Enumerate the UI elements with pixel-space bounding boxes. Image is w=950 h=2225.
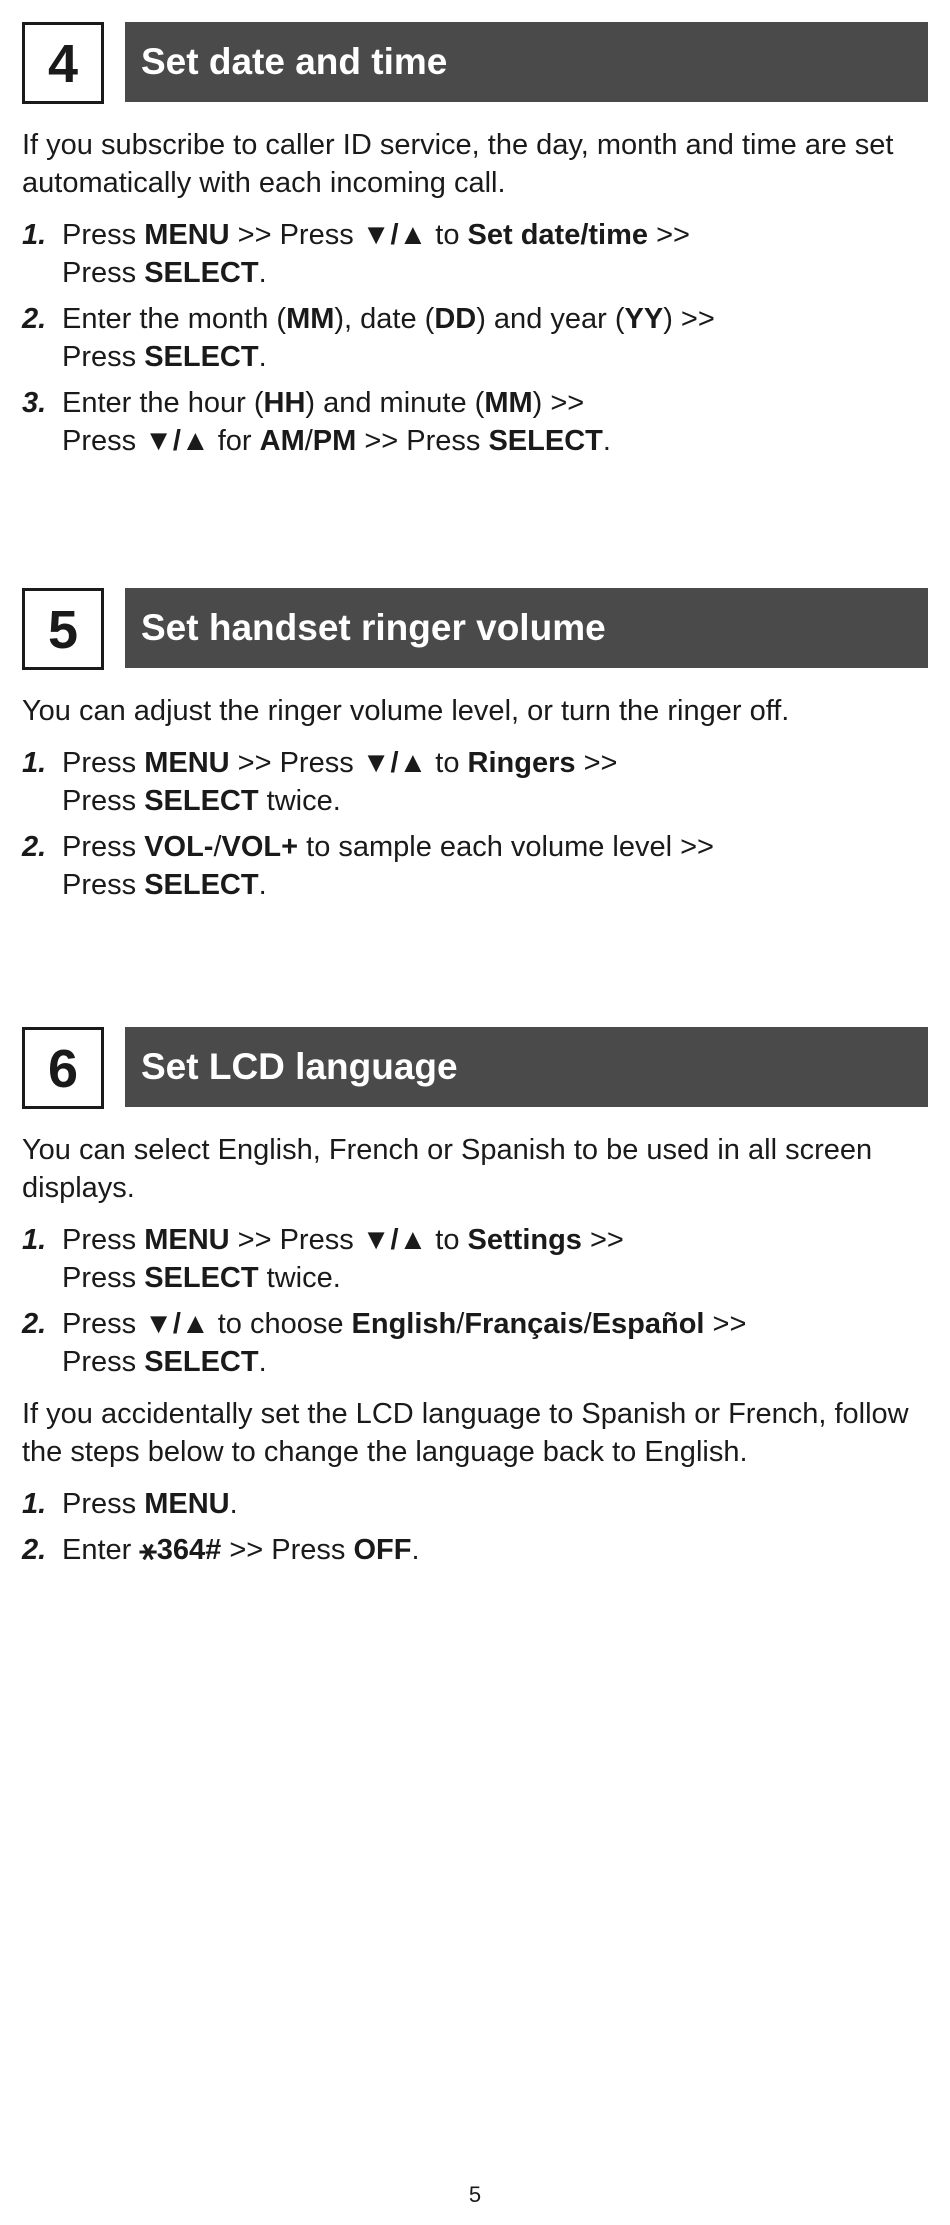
step-keyword: Español [591,1308,705,1340]
step-keyword: ▼/▲ [144,1308,210,1340]
section-number: 4 [22,22,104,104]
section-lcd-language [22,1027,928,1577]
step-item [22,1485,928,1523]
section-number: 6 [22,1027,104,1109]
step-keyword: SELECT [144,257,259,289]
step-keyword: SELECT [144,869,259,901]
step-text: Press [62,1224,145,1256]
section-header [22,22,928,102]
step-list [22,216,928,460]
step-keyword: OFF [353,1534,412,1566]
step-keyword: YY [624,303,664,335]
step-keyword: Settings [467,1224,582,1256]
step-keyword: VOL+ [221,831,299,863]
step-item [22,300,928,376]
step-number: 1. [22,1488,47,1520]
step-list-reset [22,1485,928,1569]
step-text: Press [62,341,145,373]
step-keyword: ▼/▲ [361,219,428,251]
step-keyword: ⚹364# [139,1534,222,1566]
step-text: ) and year ( [476,303,625,335]
section-set-date-time [22,22,928,468]
step-text: to [427,1224,468,1256]
section-note: If you accidentally set the LCD language to Spanish or French, follow the steps below to change the language back to English. [22,1398,909,1468]
step-keyword: SELECT [144,1346,259,1378]
section-title: Set handset ringer volume [125,588,928,668]
step-number: 1. [22,219,47,251]
step-text: Enter the hour ( [62,387,264,419]
step-text: ) and minute ( [305,387,485,419]
step-text: twice. [258,785,341,817]
step-text: to choose [209,1308,352,1340]
step-keyword: SELECT [488,425,603,457]
step-keyword: VOL- [144,831,214,863]
step-item [22,384,928,460]
step-text: . [229,1488,238,1520]
step-number: 1. [22,747,47,779]
step-text: Enter [62,1534,140,1566]
step-text: twice. [258,1262,341,1294]
step-item [22,1221,928,1297]
step-keyword: MM [484,387,533,419]
step-text: Press [62,219,145,251]
step-item [22,1531,928,1569]
step-text: Enter the month ( [62,303,287,335]
page-number: 5 [468,2182,482,2207]
step-number: 3. [22,387,47,419]
step-text: >> [704,1308,747,1340]
step-text: >> Press [356,425,489,457]
section-intro: You can adjust the ringer volume level, or turn the ringer off. [22,695,790,727]
section-header [22,588,928,668]
step-text: Press [62,425,145,457]
step-text: >> [575,747,618,779]
step-item [22,1305,928,1381]
step-number: 2. [22,303,47,335]
step-text: >> Press [229,1224,362,1256]
step-keyword: AM [259,425,305,457]
step-keyword: MM [286,303,335,335]
step-number: 2. [22,1534,47,1566]
section-header [22,1027,928,1107]
step-text: >> [648,219,690,251]
step-number: 2. [22,831,47,863]
step-text: / [583,1308,592,1340]
step-item [22,744,928,820]
step-keyword: DD [434,303,477,335]
step-text: to [427,747,468,779]
step-text: >> Press [229,747,362,779]
step-number: 1. [22,1224,47,1256]
section-intro: You can select English, French or Spanish to be used in all screen displays. [22,1134,873,1204]
step-item [22,828,928,904]
section-intro: If you subscribe to caller ID service, the day, month and time are set automatically with each incoming call. [22,129,894,199]
step-text: . [258,869,267,901]
step-text: . [258,1346,267,1378]
section-title: Set LCD language [125,1027,928,1107]
step-text: to sample each volume level >> [298,831,714,863]
step-keyword: Ringers [467,747,576,779]
step-text: >> Press [221,1534,354,1566]
step-text: Press [62,257,145,289]
step-text: ) >> [663,303,715,335]
step-keyword: Français [464,1308,584,1340]
step-text: . [258,341,267,373]
step-keyword: SELECT [144,341,259,373]
step-text: . [602,425,611,457]
step-text: Press [62,1488,145,1520]
step-list [22,1221,928,1381]
step-keyword: HH [263,387,306,419]
step-text: Press [62,1346,145,1378]
step-text: >> Press [229,219,362,251]
step-text: >> [581,1224,624,1256]
step-text: . [411,1534,420,1566]
step-text: Press [62,747,145,779]
step-keyword: MENU [144,1224,230,1256]
step-keyword: MENU [144,219,230,251]
step-text: ), date ( [334,303,435,335]
step-item [22,216,928,292]
step-keyword: ▼/▲ [144,425,210,457]
step-keyword: SELECT [144,785,259,817]
step-keyword: SELECT [144,1262,259,1294]
step-list [22,744,928,904]
step-text: Press [62,785,145,817]
step-text: Press [62,1262,145,1294]
step-keyword: English [351,1308,457,1340]
section-number: 5 [22,588,104,670]
step-keyword: MENU [144,1488,230,1520]
step-text: to [427,219,468,251]
step-keyword: Set date/time [467,219,649,251]
step-keyword: PM [312,425,357,457]
step-text: for [209,425,260,457]
step-text: Press [62,869,145,901]
section-ringer-volume [22,588,928,912]
step-keyword: MENU [144,747,230,779]
step-text: / [304,425,313,457]
step-text: Press [62,831,145,863]
step-keyword: ▼/▲ [361,1224,428,1256]
step-text: . [258,257,267,289]
step-text: / [456,1308,465,1340]
step-text: / [213,831,222,863]
step-text: ) >> [532,387,585,419]
step-text: Press [62,1308,145,1340]
section-title: Set date and time [125,22,928,102]
step-number: 2. [22,1308,47,1340]
step-keyword: ▼/▲ [361,747,428,779]
